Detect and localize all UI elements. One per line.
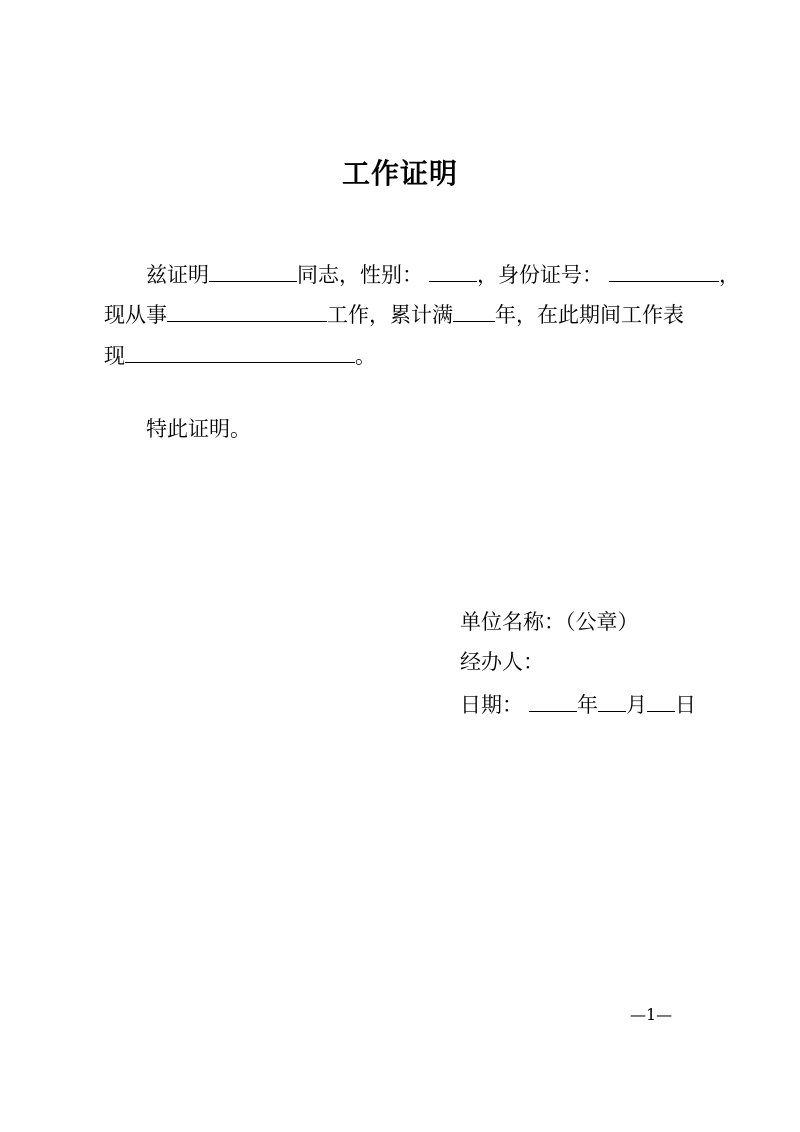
day-label: 日	[675, 693, 696, 717]
day-blank[interactable]	[647, 687, 675, 712]
page-number: —1—	[630, 1005, 673, 1024]
year-label: 年	[577, 693, 598, 717]
body-line-2	[104, 297, 684, 330]
engaged-in-label: 现从事	[104, 303, 167, 327]
month-label: 月	[626, 693, 647, 717]
closing-statement: 特此证明。	[146, 417, 251, 441]
body-line-3	[104, 338, 376, 371]
job-blank[interactable]	[167, 297, 327, 322]
date-line	[460, 687, 696, 720]
name-blank[interactable]	[209, 257, 297, 282]
id-number-blank[interactable]	[609, 257, 719, 282]
comrade-sex-label: 同志，性别：	[297, 263, 423, 287]
performance-label-end: 现	[104, 344, 125, 368]
years-blank[interactable]	[453, 297, 495, 322]
line1-comma: ，	[719, 263, 740, 287]
date-label: 日期：	[460, 693, 523, 717]
work-accumulated-label: 工作，累计满	[327, 303, 453, 327]
handler-label: 经办人：	[460, 650, 544, 674]
unit-name-label: 单位名称：（公章）	[460, 610, 639, 634]
performance-label: 年，在此期间工作表	[495, 303, 684, 327]
id-number-label: ，身份证号：	[477, 263, 603, 287]
document-title: 工作证明	[341, 157, 458, 190]
body-line-1	[146, 257, 740, 290]
sex-blank[interactable]	[429, 257, 477, 282]
line3-period: 。	[355, 344, 376, 368]
year-blank[interactable]	[529, 687, 577, 712]
month-blank[interactable]	[598, 687, 626, 712]
performance-blank[interactable]	[125, 338, 355, 363]
certify-prefix: 兹证明	[146, 263, 209, 287]
